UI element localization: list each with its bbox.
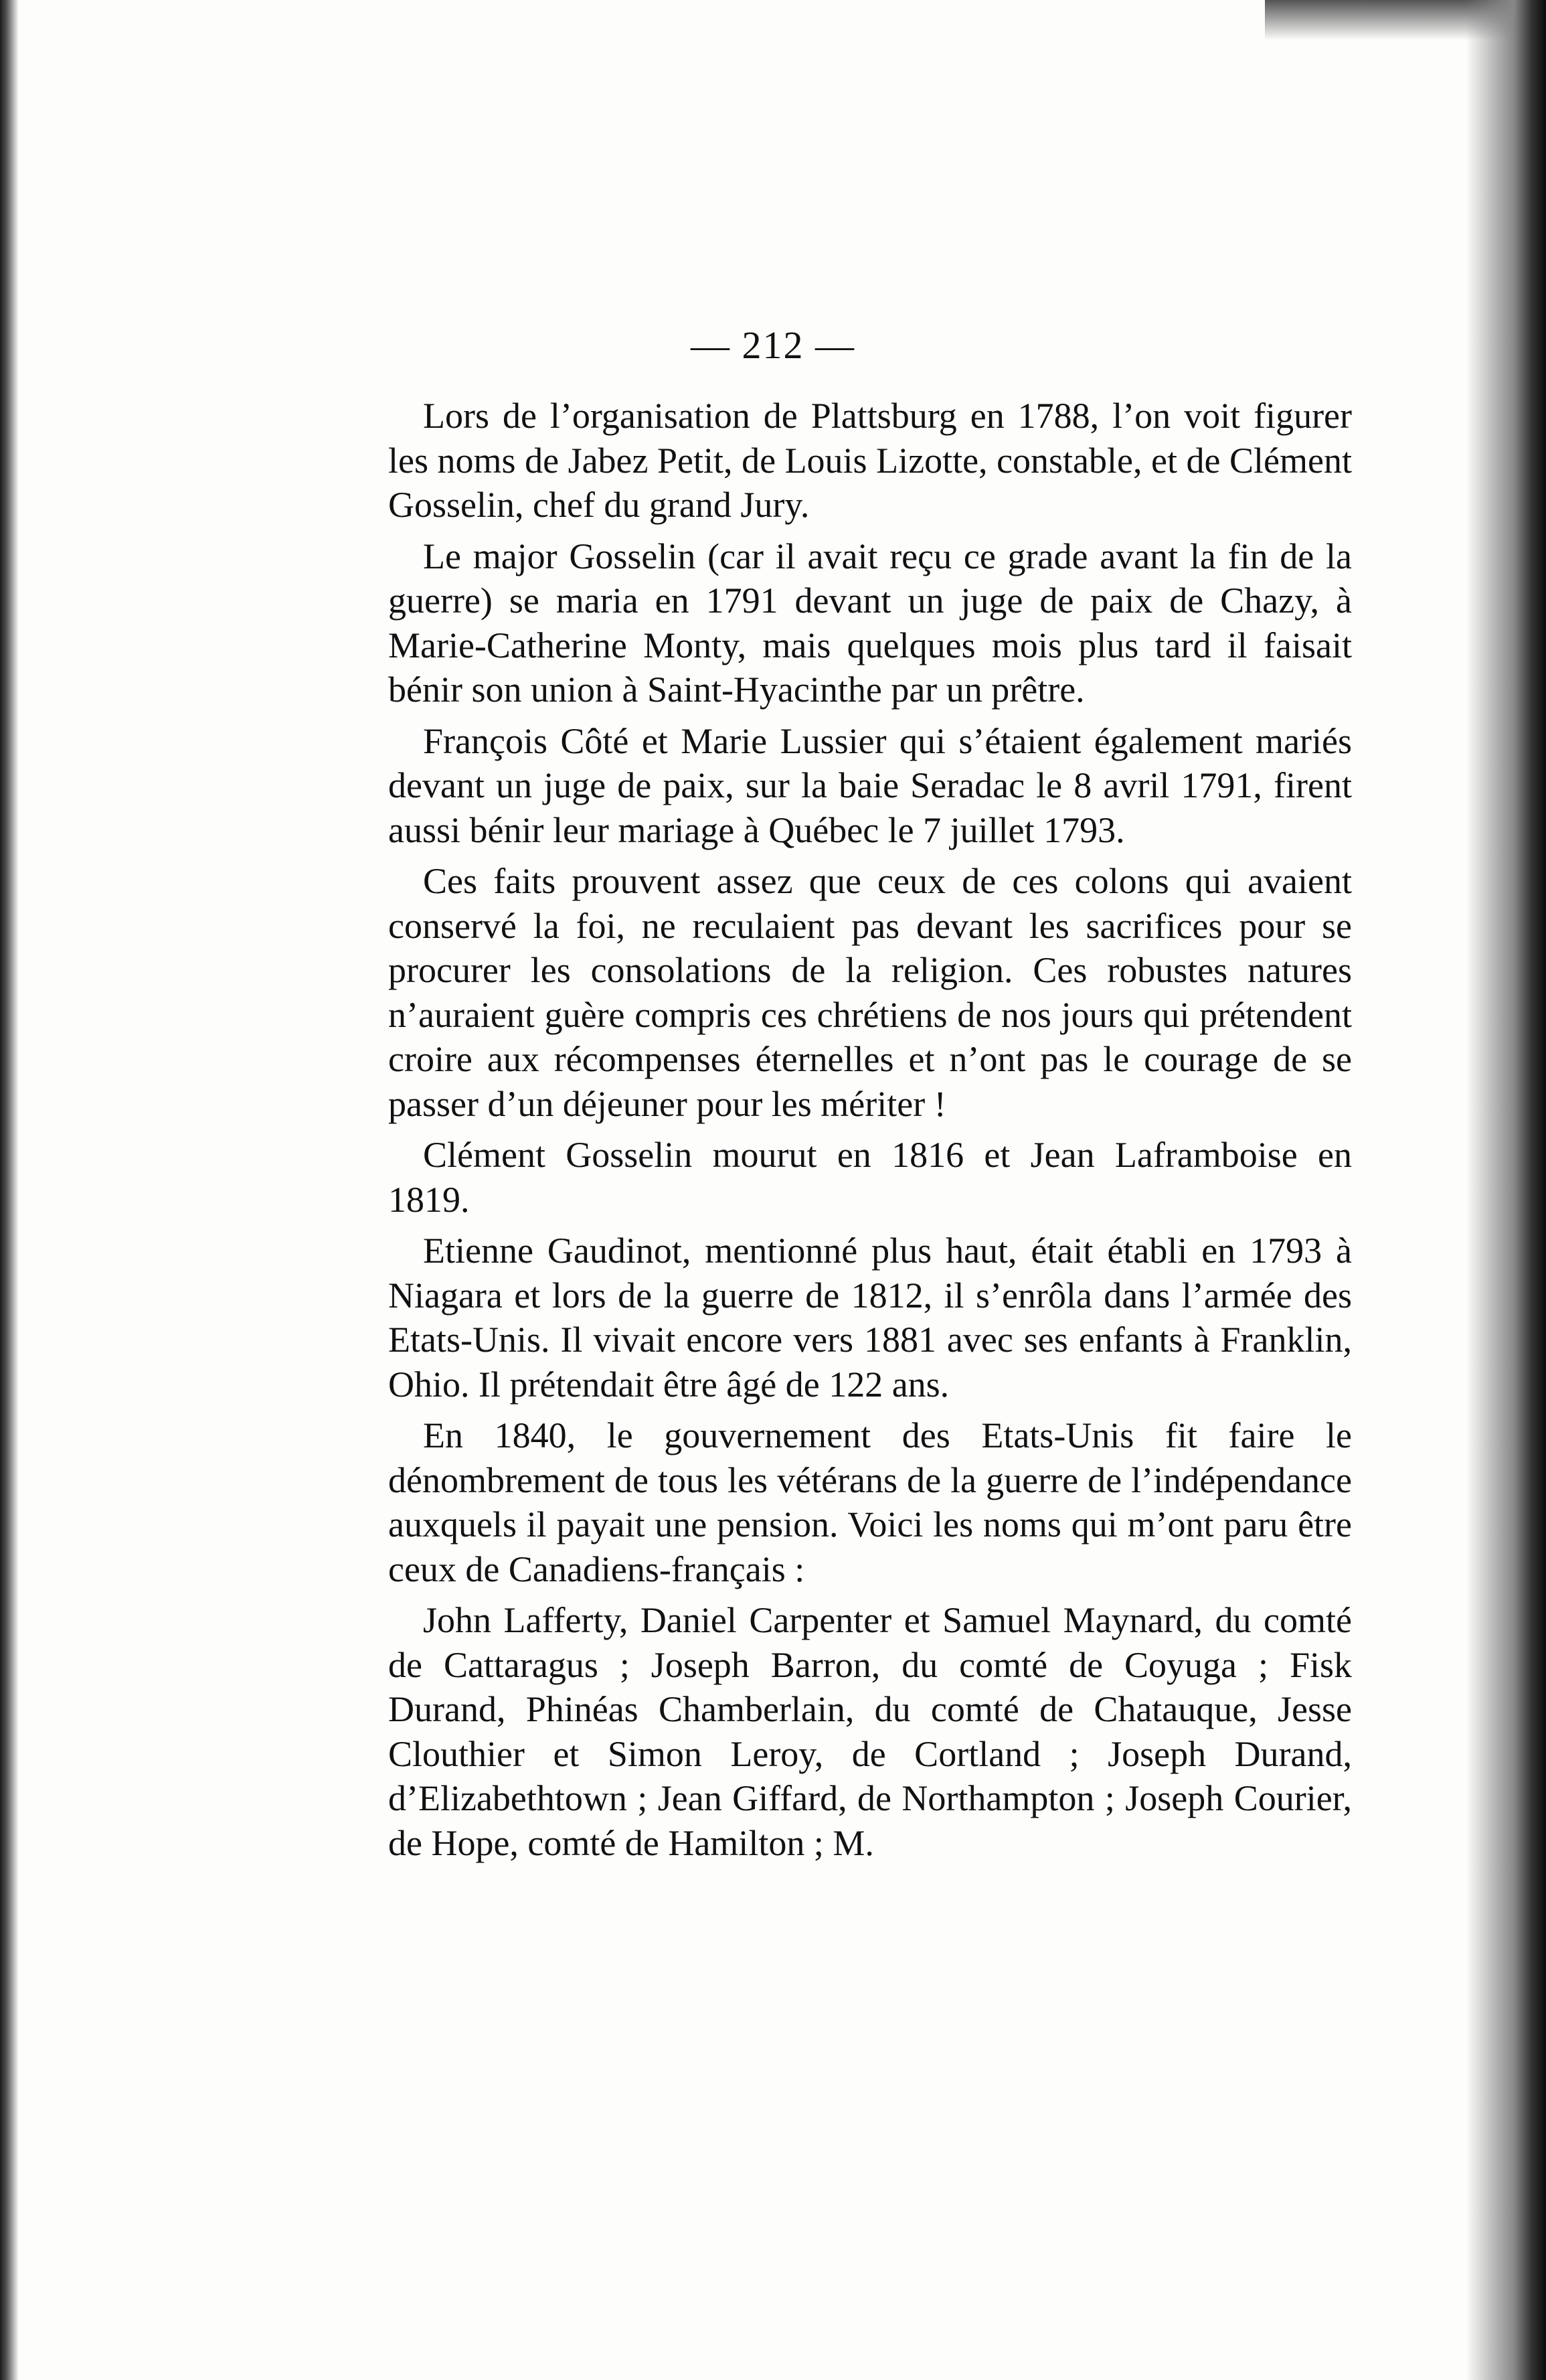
paragraph: Lors de l’organisation de Plattsburg en 1788, l’on voit figurer les noms de Jabez Petit, de Louis Lizotte, constable, et de Clément Gosselin, chef du grand Jury. xyxy=(388,396,1352,525)
paragraph: François Côté et Marie Lussier qui s’étaient également mariés devant un juge de paix, sur la baie Seradac le 8 avril 1791, firent aussi bénir leur mariage à Québec le 7 juillet 1793. xyxy=(388,720,1352,850)
paragraph: Clément Gosselin mourut en 1816 et Jean Laframboise en 1819. xyxy=(388,1135,1352,1220)
paragraph: John Lafferty, Daniel Carpenter et Samuel Maynard, du comté de Cattaragus ; Joseph Barron, du comté de Coyuga ; Fisk Durand, Phinéas Chamberlain, du comté de Chatauque, Jesse Clouthier et Simon Leroy, de Cortland ; Joseph Durand, d’Elizabethtown ; Jean Giffard, de Northampton ; Joseph Courier, de Hope, comté de Hamilton ; M. xyxy=(388,1600,1352,1863)
paragraph: Ces faits prouvent assez que ceux de ces colons qui avaient conservé la foi, ne reculaient pas devant les sacrifices pour se procurer les consolations de la religion. Ces robustes natures n’auraient guère compris ces chrétiens de nos jours qui prétendent croire aux récompenses éternelles et n’ont pas le courage de se passer d’un déjeuner pour les mériter ! xyxy=(388,861,1352,1124)
paragraph: En 1840, le gouvernement des Etats-Unis fit faire le dénombrement de tous les vétérans de la guerre de l’indépendance auxquels il payait une pension. Voici les noms qui m’ont paru être ceux de Canadiens-français : xyxy=(388,1415,1352,1589)
paragraph: Etienne Gaudinot, mentionné plus haut, était établi en 1793 à Niagara et lors de la guerre de 1812, il s’enrôla dans l’armée des Etats-Unis. Il vivait encore vers 1881 avec ses enfants à Franklin, Ohio. Il prétendait être âgé de 122 ans. xyxy=(388,1231,1352,1405)
body-text xyxy=(388,394,1352,1872)
page-number: — 212 — xyxy=(691,323,855,367)
paragraph: Le major Gosselin (car il avait reçu ce grade avant la fin de la guerre) se maria en 1791 devant un juge de paix de Chazy, à Marie-Catherine Monty, mais quelques mois plus tard il faisait bénir son union à Saint-Hyacinthe par un prêtre. xyxy=(388,536,1352,710)
